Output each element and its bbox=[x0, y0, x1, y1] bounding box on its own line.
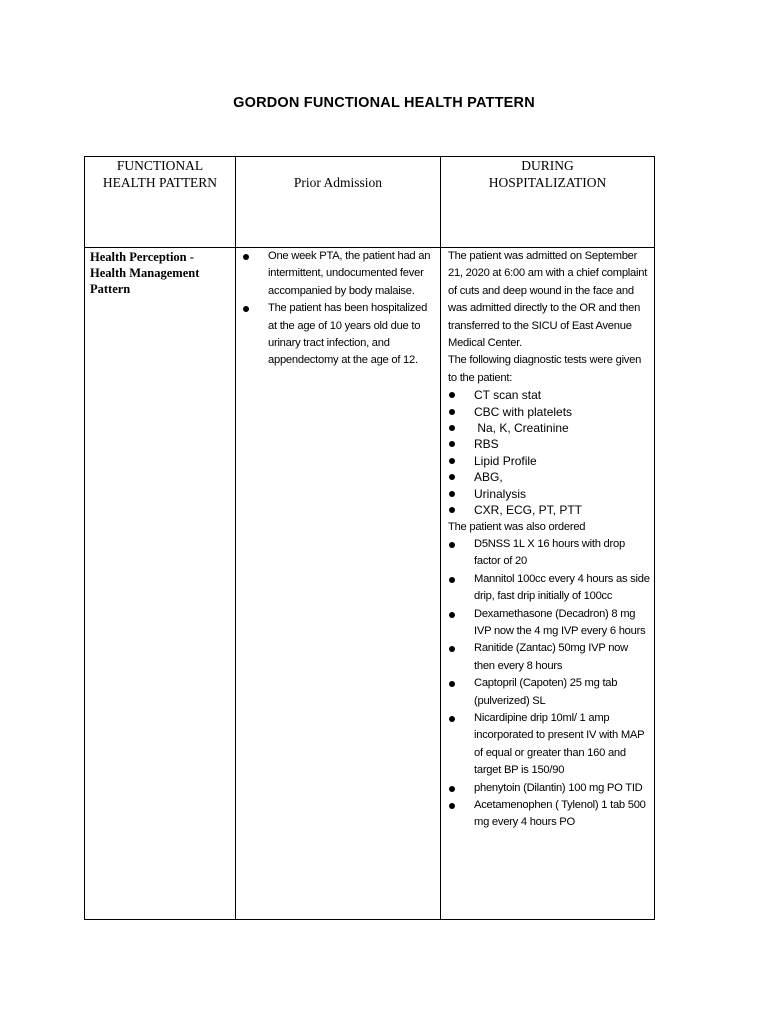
list-item bbox=[448, 640, 650, 675]
list-item bbox=[448, 675, 650, 710]
list-item-text: One week PTA, the patient had an intermittent, undocumented fever accompanied by body malaise. bbox=[268, 250, 431, 297]
bullet-icon bbox=[449, 441, 455, 447]
list-item bbox=[448, 420, 650, 436]
list-item-text: RBS bbox=[474, 437, 499, 452]
list-item-text: Na, K, Creatinine bbox=[474, 421, 569, 436]
list-item bbox=[448, 387, 650, 403]
list-item-text: Nicardipine drip 10ml/ 1 amp incorporated to present IV with MAP of equal or greater than 160 and target BP is 150/90 bbox=[474, 711, 645, 777]
list-item bbox=[448, 486, 650, 502]
tests-intro: The following diagnostic tests were given to the patient: bbox=[448, 354, 642, 384]
list-item-text: phenytoin (Dilantin) 100 mg PO TID bbox=[474, 781, 643, 794]
list-item-text: Captopril (Capoten) 25 mg tab (pulverized) SL bbox=[474, 677, 618, 707]
list-item bbox=[448, 797, 650, 832]
list-item bbox=[236, 248, 436, 300]
list-item bbox=[448, 469, 650, 485]
pattern-cell: Health Perception - Health Management Pattern bbox=[85, 248, 236, 920]
header-functional-health-pattern: FUNCTIONAL HEALTH PATTERN bbox=[85, 157, 236, 248]
header-during-hospitalization: DURING HOSPITALIZATION bbox=[441, 157, 655, 248]
diagnostic-tests-list bbox=[448, 387, 650, 518]
list-item bbox=[448, 710, 650, 780]
list-item bbox=[448, 606, 650, 641]
list-item bbox=[448, 536, 650, 571]
list-item bbox=[448, 453, 650, 469]
bullet-icon bbox=[449, 491, 455, 497]
bullet-icon bbox=[449, 542, 455, 548]
orders-intro: The patient was also ordered bbox=[448, 520, 586, 533]
bullet-icon bbox=[449, 612, 455, 618]
bullet-icon bbox=[449, 786, 455, 792]
list-item-text: CXR, ECG, PT, PTT bbox=[474, 503, 583, 518]
list-item-text: Urinalysis bbox=[474, 486, 527, 501]
list-item bbox=[448, 571, 650, 606]
bullet-icon bbox=[449, 577, 455, 583]
list-item-text: Ranitide (Zantac) 50mg IVP now then every 8 hours bbox=[474, 642, 628, 672]
bullet-icon bbox=[449, 646, 455, 652]
list-item bbox=[448, 780, 650, 797]
list-item-text: CBC with platelets bbox=[474, 404, 573, 419]
list-item-text: Lipid Profile bbox=[474, 453, 537, 468]
bullet-icon bbox=[449, 392, 455, 398]
bullet-icon bbox=[449, 681, 455, 687]
health-pattern-table bbox=[84, 156, 655, 920]
list-item bbox=[448, 502, 650, 518]
bullet-icon bbox=[449, 458, 455, 464]
list-item-text: CT scan stat bbox=[474, 388, 542, 403]
bullet-icon bbox=[449, 716, 455, 722]
header-prior-admission: Prior Admission bbox=[236, 157, 441, 248]
bullet-icon bbox=[449, 409, 455, 415]
list-item bbox=[448, 436, 650, 452]
list-item-text: ABG, bbox=[474, 470, 503, 485]
list-item bbox=[236, 300, 436, 370]
prior-admission-list bbox=[236, 248, 436, 370]
list-item-text: Dexamethasone (Decadron) 8 mg IVP now the 4 mg IVP every 6 hours bbox=[474, 607, 646, 637]
list-item bbox=[448, 404, 650, 420]
during-hospitalization-cell bbox=[441, 248, 655, 920]
bullet-icon bbox=[243, 306, 249, 312]
list-item-text: Mannitol 100cc every 4 hours as side drip, fast drip initially of 100cc bbox=[474, 572, 650, 603]
bullet-icon bbox=[449, 474, 455, 480]
bullet-icon bbox=[449, 425, 455, 431]
bullet-icon bbox=[449, 803, 455, 809]
document-title: GORDON FUNCTIONAL HEALTH PATTERN bbox=[233, 95, 535, 111]
list-item-text: The patient has been hospitalized at the age of 10 years old due to urinary tract infection, and appendectomy at the age of 12. bbox=[268, 302, 428, 367]
table-row bbox=[85, 248, 655, 920]
bullet-icon bbox=[243, 254, 249, 260]
bullet-icon bbox=[449, 507, 455, 513]
prior-admission-cell bbox=[236, 248, 441, 920]
list-item-text: Acetamenophen ( Tylenol) 1 tab 500 mg every 4 hours PO bbox=[474, 799, 646, 829]
list-item-text: D5NSS 1L X 16 hours with drop factor of 20 bbox=[474, 537, 625, 568]
orders-list bbox=[448, 536, 650, 832]
admission-paragraph: The patient was admitted on September 21, 2020 at 6:00 am with a chief complaint of cuts and deep wound in the face and was admitted directly to the OR and then transferred to the SICU of East Avenue Medical Center. bbox=[448, 250, 648, 350]
table-header-row bbox=[85, 157, 655, 248]
